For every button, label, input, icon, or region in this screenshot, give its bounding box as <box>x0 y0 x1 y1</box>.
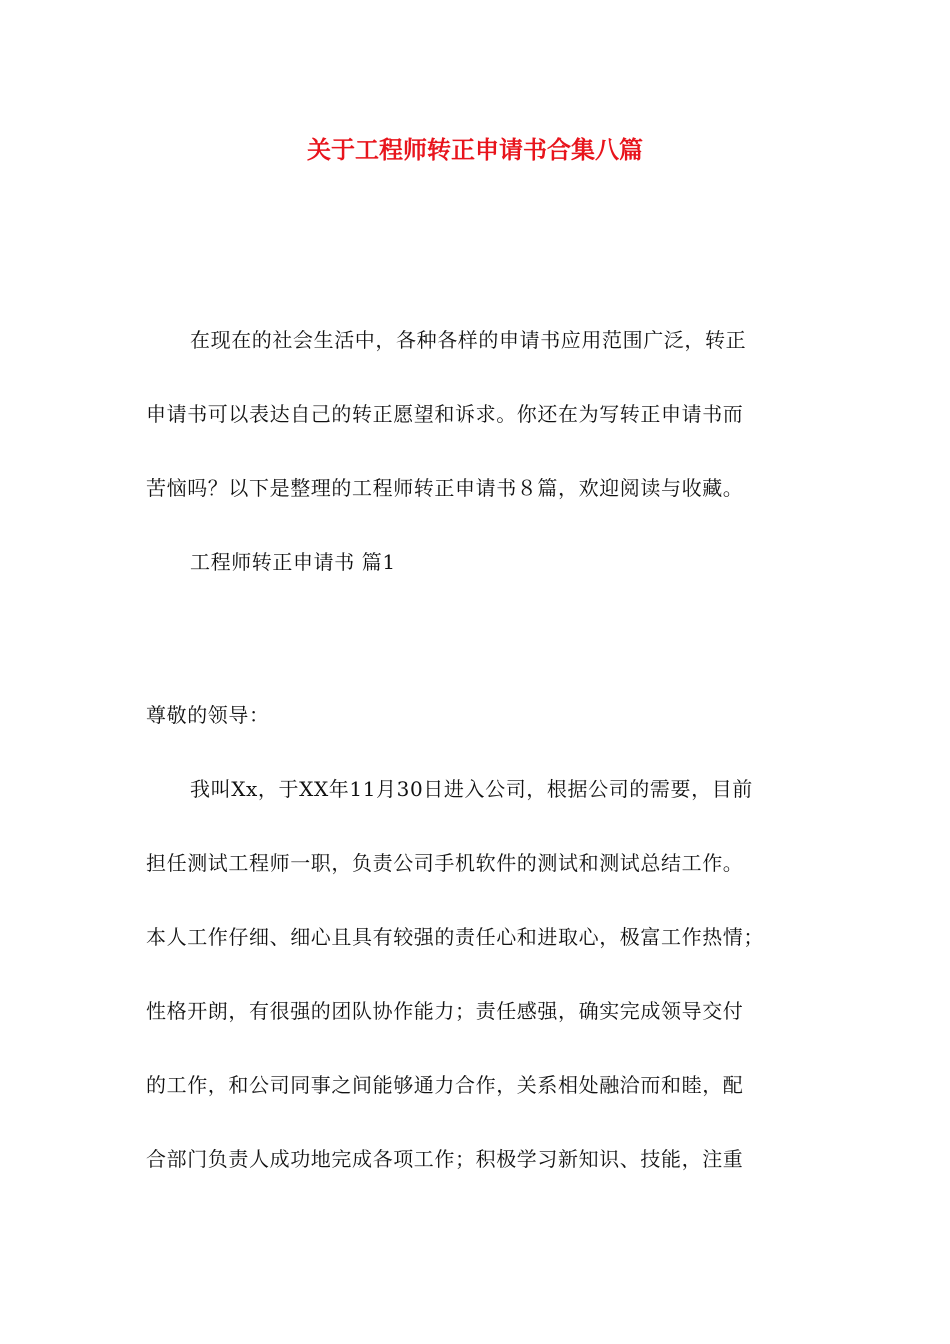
body-line-3: 本人工作仔细、细心且具有较强的责任心和进取心，极富工作热情； <box>146 925 764 949</box>
intro-line-1: 在现在的社会生活中，各种各样的申请书应用范围广泛，转正 <box>190 328 747 352</box>
document-title: 关于工程师转正申请书合集八篇 <box>307 136 643 164</box>
body-line-6: 合部门负责人成功地完成各项工作；积极学习新知识、技能，注重 <box>146 1147 744 1171</box>
salutation: 尊敬的领导： <box>146 703 270 727</box>
body-line-2: 担任测试工程师一职，负责公司手机软件的测试和测试总结工作。 <box>146 851 744 875</box>
body-line-4: 性格开朗，有很强的团队协作能力；责任感强，确实完成领导交付 <box>146 999 744 1023</box>
intro-line-2: 申请书可以表达自己的转正愿望和诉求。你还在为写转正申请书而 <box>146 402 744 426</box>
section-heading: 工程师转正申请书 篇1 <box>190 550 396 574</box>
body-line-5: 的工作，和公司同事之间能够通力合作，关系相处融洽而和睦，配 <box>146 1073 744 1097</box>
intro-line-3: 苦恼吗？以下是整理的工程师转正申请书８篇，欢迎阅读与收藏。 <box>146 476 744 500</box>
body-line-1: 我叫Xx，于XX年11月30日进入公司，根据公司的需要，目前 <box>190 777 753 801</box>
